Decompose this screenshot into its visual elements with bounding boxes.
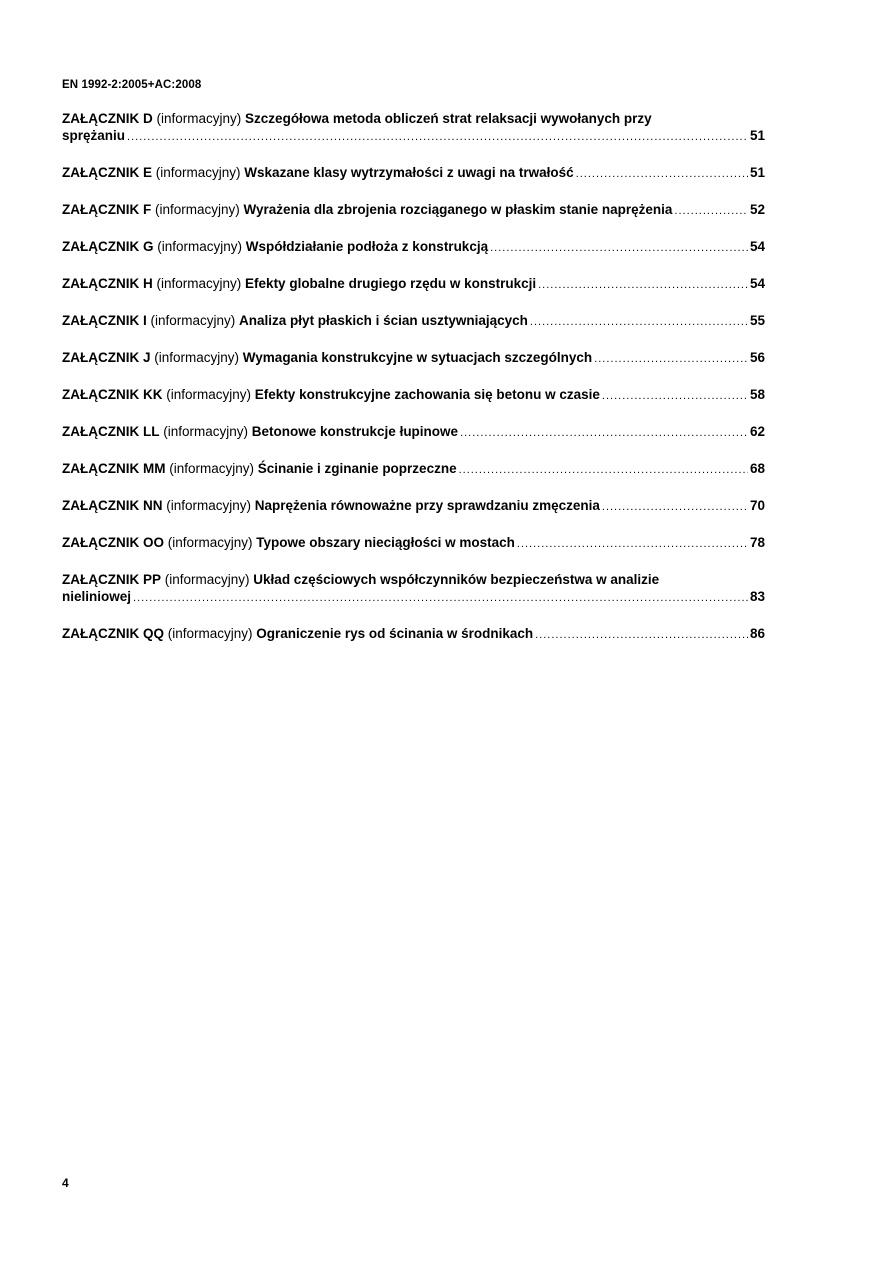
page-number: 51 [749, 128, 765, 143]
toc-entry-annex-j[interactable] [62, 349, 765, 368]
informative-label: (informacyjny) [157, 239, 243, 254]
annex-title: Betonowe konstrukcje łupinowe [251, 424, 459, 439]
table-of-contents [62, 110, 765, 662]
toc-entry-annex-kk[interactable] [62, 386, 765, 405]
dot-leader [602, 388, 748, 405]
annex-title: Ograniczenie rys od ścinania w środnikach [256, 626, 534, 641]
annex-label: ZAŁĄCZNIK MM [62, 461, 166, 476]
annex-label: ZAŁĄCZNIK G [62, 239, 154, 254]
annex-label: ZAŁĄCZNIK J [62, 350, 151, 365]
annex-label: ZAŁĄCZNIK OO [62, 535, 164, 550]
page-number: 83 [749, 589, 765, 604]
toc-entry-annex-d[interactable] [62, 110, 765, 146]
annex-title: Analiza płyt płaskich i ścian usztywniających [239, 313, 528, 328]
informative-label: (informacyjny) [156, 111, 242, 126]
page-number: 56 [749, 350, 765, 365]
dot-leader [530, 314, 748, 331]
dot-leader [127, 129, 748, 146]
dot-leader [674, 203, 748, 220]
annex-title-continued: nieliniowej [62, 589, 132, 604]
toc-entry-annex-nn[interactable] [62, 497, 765, 516]
informative-label: (informacyjny) [150, 313, 236, 328]
page-number: 54 [749, 276, 765, 291]
page-number: 78 [749, 535, 765, 550]
page-number: 86 [749, 626, 765, 641]
annex-title: Wskazane klasy wytrzymałości z uwagi na trwałość [244, 165, 574, 180]
annex-title: Ścinanie i zginanie poprzeczne [257, 461, 457, 476]
dot-leader [576, 166, 748, 183]
annex-title: Efekty konstrukcyjne zachowania się betonu w czasie [254, 387, 600, 402]
informative-label: (informacyjny) [167, 535, 253, 550]
informative-label: (informacyjny) [155, 202, 240, 217]
page-number: 52 [749, 202, 765, 217]
informative-label: (informacyjny) [156, 276, 242, 291]
annex-label: ZAŁĄCZNIK QQ [62, 626, 164, 641]
annex-label: ZAŁĄCZNIK H [62, 276, 153, 291]
informative-label: (informacyjny) [169, 461, 255, 476]
page-footer-number: 4 [62, 1176, 69, 1190]
annex-title: Efekty globalne drugiego rzędu w konstrukcji [245, 276, 537, 291]
informative-label: (informacyjny) [154, 350, 240, 365]
page-number: 62 [749, 424, 765, 439]
annex-title: Wymagania konstrukcyjne w sytuacjach szczególnych [242, 350, 593, 365]
annex-title: Typowe obszary nieciągłości w mostach [256, 535, 515, 550]
annex-title: Współdziałanie podłoża z konstrukcją [245, 239, 489, 254]
toc-entry-annex-pp[interactable] [62, 571, 765, 607]
toc-entry-annex-e[interactable] [62, 164, 765, 183]
annex-label: ZAŁĄCZNIK LL [62, 424, 160, 439]
dot-leader [602, 499, 748, 516]
informative-label: (informacyjny) [164, 572, 250, 587]
dot-leader [594, 351, 748, 368]
toc-entry-annex-ll[interactable] [62, 423, 765, 442]
annex-title: Naprężenia równoważne przy sprawdzaniu zmęczenia [254, 498, 600, 513]
dot-leader [459, 462, 748, 479]
annex-label: ZAŁĄCZNIK E [62, 165, 152, 180]
page-number: 68 [749, 461, 765, 476]
annex-title: Szczegółowa metoda obliczeń strat relaksacji wywołanych przy [245, 111, 652, 126]
page-number: 51 [749, 165, 765, 180]
page-number: 55 [749, 313, 765, 328]
dot-leader [535, 627, 748, 644]
dot-leader [133, 590, 748, 607]
informative-label: (informacyjny) [163, 424, 249, 439]
document-header: EN 1992-2:2005+AC:2008 [62, 79, 202, 91]
page-number: 54 [749, 239, 765, 254]
toc-entry-annex-mm[interactable] [62, 460, 765, 479]
toc-entry-annex-g[interactable] [62, 238, 765, 257]
dot-leader [490, 240, 748, 257]
page-number: 70 [749, 498, 765, 513]
annex-title: Układ częściowych współczynników bezpieczeństwa w analizie [253, 572, 660, 587]
informative-label: (informacyjny) [166, 498, 252, 513]
annex-label: ZAŁĄCZNIK NN [62, 498, 163, 513]
dot-leader [517, 536, 748, 553]
dot-leader [460, 425, 748, 442]
toc-entry-annex-f[interactable] [62, 201, 765, 220]
toc-entry-annex-qq[interactable] [62, 625, 765, 644]
annex-title-continued: sprężaniu [62, 128, 126, 143]
informative-label: (informacyjny) [167, 626, 253, 641]
annex-label: ZAŁĄCZNIK D [62, 111, 153, 126]
annex-title: Wyrażenia dla zbrojenia rozciąganego w płaskim stanie naprężenia [243, 202, 673, 217]
annex-label: ZAŁĄCZNIK I [62, 313, 147, 328]
toc-entry-annex-h[interactable] [62, 275, 765, 294]
toc-entry-annex-oo[interactable] [62, 534, 765, 553]
annex-label: ZAŁĄCZNIK PP [62, 572, 161, 587]
informative-label: (informacyjny) [166, 387, 252, 402]
informative-label: (informacyjny) [155, 165, 241, 180]
dot-leader [538, 277, 748, 294]
annex-label: ZAŁĄCZNIK KK [62, 387, 163, 402]
annex-label: ZAŁĄCZNIK F [62, 202, 152, 217]
toc-entry-annex-i[interactable] [62, 312, 765, 331]
page-number: 58 [749, 387, 765, 402]
